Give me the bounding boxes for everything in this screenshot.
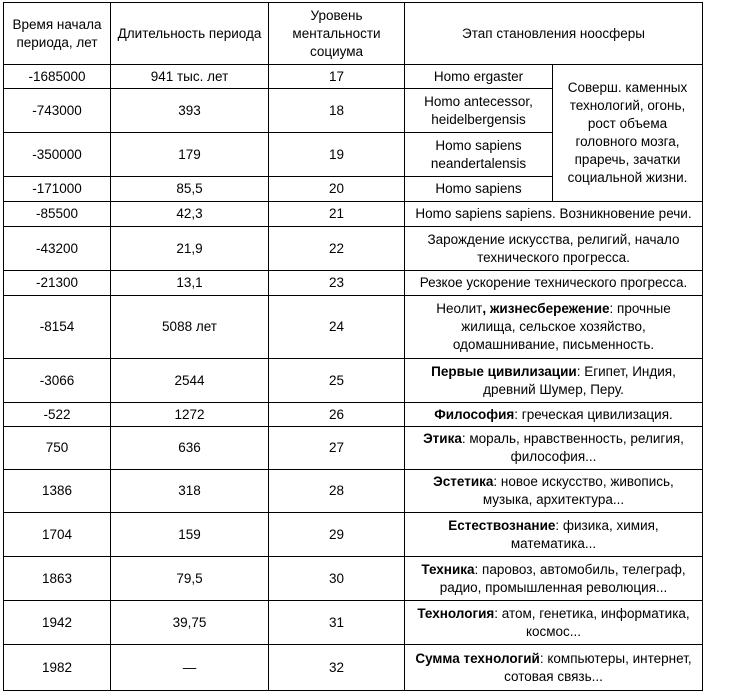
- cell-duration: 159: [111, 513, 269, 557]
- cell-duration: 21,9: [111, 227, 269, 271]
- cell-start: 1704: [4, 513, 111, 557]
- cell-level: 24: [269, 296, 405, 359]
- header-stage: Этап становления ноосферы: [405, 3, 703, 65]
- cell-stage: Homo sapiens sapiens. Возникновение речи.: [405, 202, 703, 227]
- cell-stage: Homo ergaster: [405, 65, 553, 89]
- cell-start: 1863: [4, 557, 111, 601]
- cell-duration: 941 тыс. лет: [111, 65, 269, 89]
- cell-stage: Homo sapiens: [405, 177, 553, 202]
- cell-start: -43200: [4, 227, 111, 271]
- cell-duration: 39,75: [111, 601, 269, 645]
- cell-stage: [405, 557, 703, 601]
- cell-stage: [405, 513, 703, 557]
- cell-start: -21300: [4, 271, 111, 296]
- cell-stage: [405, 470, 703, 513]
- noosphere-table: [3, 2, 703, 691]
- cell-duration: 318: [111, 470, 269, 513]
- stage-heading: Первые цивилизации: [431, 363, 577, 379]
- table-row: [4, 645, 703, 691]
- cell-start: -85500: [4, 202, 111, 227]
- table-row: [4, 513, 703, 557]
- header-row: [4, 3, 703, 65]
- cell-duration: 2544: [111, 359, 269, 403]
- cell-duration: 79,5: [111, 557, 269, 601]
- cell-start: 1982: [4, 645, 111, 691]
- cell-start: -8154: [4, 296, 111, 359]
- stage-heading: Этика: [423, 431, 462, 446]
- cell-level: 22: [269, 227, 405, 271]
- cell-level: 26: [269, 403, 405, 427]
- table-row: [4, 427, 703, 470]
- stage-text: : паровоз, автомобиль, телеграф, радио, промышленная революция...: [439, 561, 686, 595]
- cell-duration: 636: [111, 427, 269, 470]
- cell-level: 21: [269, 202, 405, 227]
- table-row: [4, 601, 703, 645]
- stage-text: : новое искусство, живопись, музыка, архитектура...: [482, 474, 674, 507]
- cell-stage: Зарождение искусства, религий, начало технического прогресса.: [405, 227, 703, 271]
- stage-heading: Естествознание: [448, 517, 556, 533]
- cell-start: -743000: [4, 89, 111, 133]
- cell-start: 1386: [4, 470, 111, 513]
- table-row: [4, 359, 703, 403]
- cell-stage: [405, 359, 703, 403]
- cell-start: -522: [4, 403, 111, 427]
- cell-start: 1942: [4, 601, 111, 645]
- stage-heading: Эстетика: [433, 474, 494, 489]
- header-start: Время начала периода, лет: [4, 3, 111, 65]
- cell-level: 30: [269, 557, 405, 601]
- stage-text: : греческая цивилизация.: [514, 406, 673, 422]
- stage-heading: , жизнесбережение: [482, 301, 610, 316]
- cell-duration: —: [111, 645, 269, 691]
- cell-duration: 179: [111, 133, 269, 177]
- cell-duration: 42,3: [111, 202, 269, 227]
- stage-heading: Сумма технологий: [415, 650, 540, 666]
- stage-text: : Египет, Индия, древний Шумер, Перу.: [483, 363, 676, 397]
- table-row: [4, 557, 703, 601]
- cell-level: 29: [269, 513, 405, 557]
- cell-level: 17: [269, 65, 405, 89]
- cell-level: 27: [269, 427, 405, 470]
- table-row: [4, 271, 703, 296]
- cell-start: -1685000: [4, 65, 111, 89]
- cell-level: 19: [269, 133, 405, 177]
- table-row: [4, 227, 703, 271]
- cell-stage: [405, 296, 703, 359]
- header-duration: Длительность периода: [111, 3, 269, 65]
- cell-level: 31: [269, 601, 405, 645]
- cell-stage: Homo antecessor, heidelbergensis: [405, 89, 553, 133]
- stage-text: : компьютеры, интернет, сотовая связь...: [504, 650, 692, 684]
- cell-level: 23: [269, 271, 405, 296]
- merged-note-cell: Соверш. каменных технологий, огонь, рост объема головного мозга, прaречь, зачатки социальной жизни.: [553, 65, 703, 202]
- cell-start: 750: [4, 427, 111, 470]
- cell-stage: Homo sapiens neandertalensis: [405, 133, 553, 177]
- stage-text: : физика, химия, математика...: [510, 517, 659, 551]
- stage-text: : прочные жилища, сельское хозяйство, одомашнивание, письменность.: [452, 301, 671, 352]
- table-row: [4, 296, 703, 359]
- cell-level: 32: [269, 645, 405, 691]
- cell-start: -3066: [4, 359, 111, 403]
- stage-heading: Техника: [421, 561, 475, 577]
- stage-plain: Неолит: [436, 301, 483, 316]
- cell-stage: Резкое ускорение технического прогресса.: [405, 271, 703, 296]
- cell-duration: 393: [111, 89, 269, 133]
- cell-level: 18: [269, 89, 405, 133]
- cell-start: -350000: [4, 133, 111, 177]
- cell-start: -171000: [4, 177, 111, 202]
- cell-level: 28: [269, 470, 405, 513]
- table-row: [4, 470, 703, 513]
- cell-stage: [405, 645, 703, 691]
- cell-duration: 13,1: [111, 271, 269, 296]
- cell-duration: 85,5: [111, 177, 269, 202]
- table-row: [4, 65, 703, 89]
- cell-duration: 5088 лет: [111, 296, 269, 359]
- table-row: [4, 403, 703, 427]
- stage-heading: Философия: [434, 406, 515, 422]
- cell-stage: [405, 427, 703, 470]
- cell-level: 20: [269, 177, 405, 202]
- table-row: [4, 202, 703, 227]
- stage-text: : атом, генетика, информатика, космос...: [494, 605, 690, 639]
- stage-heading: Технология: [417, 605, 495, 621]
- cell-duration: 1272: [111, 403, 269, 427]
- cell-stage: [405, 601, 703, 645]
- cell-level: 25: [269, 359, 405, 403]
- stage-text: : мораль, нравственность, религия, философия...: [461, 431, 684, 464]
- cell-stage: [405, 403, 703, 427]
- noosphere-table-container: [3, 2, 703, 691]
- header-level: Уровень ментальности социума: [269, 3, 405, 65]
